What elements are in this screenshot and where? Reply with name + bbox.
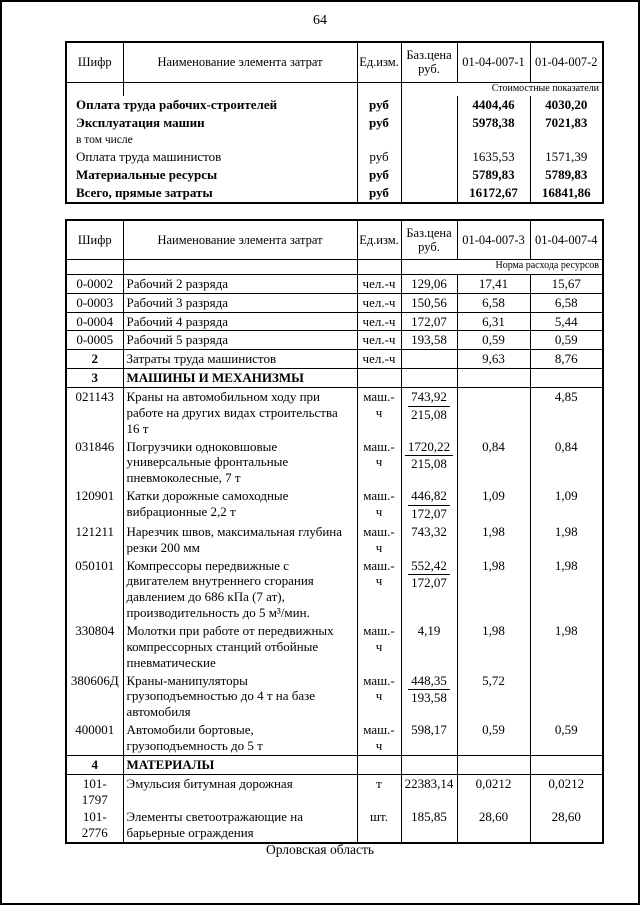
cost-row [66,114,603,132]
value-007-4-cell: 15,67 [530,274,603,293]
col-header-base-price: Баз.цена руб. [401,220,457,260]
value-007-2-cell: 1571,39 [530,148,603,166]
unit-cell [357,132,401,148]
unit-cell: руб [357,148,401,166]
unit-cell: маш.-ч [357,523,401,557]
value-007-4-cell: 5,44 [530,312,603,331]
resource-name: Погрузчики одноковшовые универсальные фронтальные пневмоколесные, 7 т [123,438,357,488]
resource-name: Нарезчик швов, максимальная глубина резки 200 мм [123,523,357,557]
value-007-2-cell: 7021,83 [530,114,603,132]
col-header-norm-007-4: 01-04-007-4 [530,220,603,260]
code-cell: 050101 [66,557,123,622]
resource-row [66,487,603,523]
value-007-3-cell: 0,84 [457,438,530,488]
code-cell: 101-2776 [66,808,123,843]
value-007-1-cell: 16172,67 [457,184,530,203]
resource-row [66,557,603,622]
code-cell: 2 [66,350,123,369]
cost-item-name: Всего, прямые затраты [66,184,357,203]
code-cell: 330804 [66,622,123,672]
base-price-cell [401,132,457,148]
base-price-cell: 4,19 [401,622,457,672]
page-number: 64 [313,13,327,28]
value-007-4-cell: 1,98 [530,523,603,557]
unit-cell: маш.-ч [357,672,401,722]
price-numerator: 552,42 [408,558,450,576]
value-007-3-cell: 1,98 [457,622,530,672]
code-cell: 101-1797 [66,774,123,808]
unit-cell: маш.-ч [357,721,401,755]
unit-cell: маш.-ч [357,438,401,488]
table1-body [66,96,603,202]
base-price-cell [401,350,457,369]
value-007-1-cell [457,132,530,148]
value-007-2-cell: 5789,83 [530,166,603,184]
base-price-cell [401,184,457,203]
resource-name: Молотки при работе от передвижных компрессорных станций отбойные пневматические [123,622,357,672]
base-price-cell: 598,17 [401,721,457,755]
unit-cell: руб [357,114,401,132]
value-007-4-cell: 1,98 [530,557,603,622]
price-denominator: 172,07 [411,575,447,591]
col-header-code: Шифр [66,42,123,82]
price-denominator: 215,08 [411,456,447,472]
price-denominator: 193,58 [411,690,447,706]
resource-row [66,387,603,437]
col-header-unit: Ед.изм. [357,42,401,82]
code-cell: 3 [66,369,123,388]
value-007-3-cell: 0,59 [457,721,530,755]
value-007-1-cell: 4404,46 [457,96,530,114]
table1-header-row [66,42,603,82]
value-007-3-cell [457,387,530,437]
col-header-norm-007-1: 01-04-007-1 [457,42,530,82]
empty-cell [66,260,123,275]
value-007-4-cell: 1,98 [530,622,603,672]
cost-row [66,166,603,184]
base-price-cell: 185,85 [401,808,457,843]
base-price-cell [401,557,457,622]
empty-cell [357,82,401,96]
table1-head [66,42,603,96]
base-price-cell: 129,06 [401,274,457,293]
price-numerator: 1720,22 [405,439,453,457]
value-007-3-cell: 0,0212 [457,774,530,808]
table1-note-row [66,82,603,96]
base-price-cell [401,755,457,774]
code-cell: 120901 [66,487,123,523]
resource-name: Автомобили бортовые, грузоподъемность до 5 т [123,721,357,755]
code-cell: 400001 [66,721,123,755]
value-007-4-cell: 8,76 [530,350,603,369]
unit-cell: маш.-ч [357,487,401,523]
resource-row [66,331,603,350]
code-cell: 0-0004 [66,312,123,331]
base-price-cell [401,114,457,132]
value-007-3-cell: 1,98 [457,557,530,622]
resource-norms-table [65,219,604,845]
value-007-4-cell [530,755,603,774]
value-007-3-cell: 9,63 [457,350,530,369]
value-007-4-cell [530,369,603,388]
resource-name: Эмульсия битумная дорожная [123,774,357,808]
base-price-cell [401,672,457,722]
code-cell: 4 [66,755,123,774]
code-cell: 0-0002 [66,274,123,293]
region-footer: Орловская область [265,842,375,857]
resource-name: Рабочий 2 разряда [123,274,357,293]
resource-name: Затраты труда машинистов [123,350,357,369]
unit-cell: руб [357,184,401,203]
resource-row [66,438,603,488]
cost-item-name: Оплата труда машинистов [66,148,357,166]
base-price-cell: 150,56 [401,293,457,312]
cost-row [66,184,603,203]
value-007-3-cell: 28,60 [457,808,530,843]
value-007-1-cell: 5789,83 [457,166,530,184]
resource-row [66,312,603,331]
table2-head [66,220,603,275]
table2-body [66,274,603,843]
unit-cell: чел.-ч [357,350,401,369]
code-cell: 031846 [66,438,123,488]
resource-name: Компрессоры передвижные с двигателем внутреннего сгорания давлением до 686 кПа (7 ат), производительность до 5 м³/мин. [123,557,357,622]
empty-cell [357,260,401,275]
unit-cell: шт. [357,808,401,843]
price-denominator: 215,08 [411,406,447,422]
base-price-cell: 743,32 [401,523,457,557]
code-cell: 0-0003 [66,293,123,312]
resource-name: Катки дорожные самоходные вибрационные 2,2 т [123,487,357,523]
cost-indicators-table [65,41,604,204]
base-price-cell [401,438,457,488]
col-header-norm-007-3: 01-04-007-3 [457,220,530,260]
base-price-cell [401,148,457,166]
resource-row [66,755,603,774]
cost-item-name: Материальные ресурсы [66,166,357,184]
cost-row [66,132,603,148]
resource-row [66,274,603,293]
cost-item-name: Оплата труда рабочих-строителей [66,96,357,114]
value-007-3-cell: 1,09 [457,487,530,523]
cost-row [66,148,603,166]
unit-cell [357,369,401,388]
col-header-norm-007-2: 01-04-007-2 [530,42,603,82]
resource-name: Элементы светоотражающие на барьерные ограждения [123,808,357,843]
empty-cell [123,260,357,275]
unit-cell: маш.-ч [357,387,401,437]
resource-row [66,774,603,808]
base-price-cell: 22383,14 [401,774,457,808]
resource-name: Рабочий 3 разряда [123,293,357,312]
value-007-3-cell: 0,59 [457,331,530,350]
unit-cell: маш.-ч [357,622,401,672]
cost-row [66,96,603,114]
unit-cell: чел.-ч [357,331,401,350]
price-numerator: 448,35 [408,673,450,691]
unit-cell [357,755,401,774]
empty-cell [123,82,357,96]
resource-name: Краны на автомобильном ходу при работе на других видах строительства 16 т [123,387,357,437]
value-007-3-cell: 1,98 [457,523,530,557]
value-007-2-cell [530,132,603,148]
resource-name: Краны-манипуляторы грузоподъемностью до 4 т на базе автомобиля [123,672,357,722]
resource-row [66,523,603,557]
base-price-cell [401,387,457,437]
code-cell: 121211 [66,523,123,557]
base-price-cell: 172,07 [401,312,457,331]
code-cell: 380606Д [66,672,123,722]
col-header-name: Наименование элемента затрат [123,42,357,82]
value-007-4-cell: 0,59 [530,331,603,350]
unit-cell: чел.-ч [357,274,401,293]
table2-section-note: Норма расхода ресурсов [401,260,603,275]
cost-item-name: Эксплуатация машин [66,114,357,132]
value-007-1-cell: 5978,38 [457,114,530,132]
col-header-base-price: Баз.цена руб. [401,42,457,82]
resource-name: Рабочий 5 разряда [123,331,357,350]
resource-name: МАШИНЫ И МЕХАНИЗМЫ [123,369,357,388]
value-007-3-cell: 6,58 [457,293,530,312]
base-price-cell [401,369,457,388]
base-price-cell [401,166,457,184]
value-007-4-cell: 28,60 [530,808,603,843]
unit-cell: руб [357,96,401,114]
col-header-code: Шифр [66,220,123,260]
value-007-3-cell [457,369,530,388]
resource-name: Рабочий 4 разряда [123,312,357,331]
price-denominator: 172,07 [411,505,447,521]
value-007-4-cell: 0,0212 [530,774,603,808]
value-007-4-cell: 1,09 [530,487,603,523]
code-cell: 021143 [66,387,123,437]
empty-cell [66,82,123,96]
resource-row [66,808,603,843]
base-price-cell [401,487,457,523]
price-numerator: 446,82 [408,488,450,506]
unit-cell: руб [357,166,401,184]
price-numerator: 743,92 [408,389,450,407]
value-007-3-cell: 17,41 [457,274,530,293]
table2-header-row [66,220,603,260]
cost-item-name: в том числе [66,132,357,148]
resource-row [66,622,603,672]
resource-row [66,672,603,722]
resource-row [66,369,603,388]
value-007-1-cell: 1635,53 [457,148,530,166]
resource-name: МАТЕРИАЛЫ [123,755,357,774]
resource-row [66,721,603,755]
table1-section-note: Стоимостные показатели [401,82,603,96]
value-007-4-cell: 0,59 [530,721,603,755]
value-007-2-cell: 16841,86 [530,184,603,203]
value-007-4-cell: 6,58 [530,293,603,312]
unit-cell: чел.-ч [357,293,401,312]
unit-cell: т [357,774,401,808]
value-007-3-cell: 5,72 [457,672,530,722]
base-price-cell: 193,58 [401,331,457,350]
col-header-unit: Ед.изм. [357,220,401,260]
resource-row [66,293,603,312]
resource-row [66,350,603,369]
value-007-4-cell [530,672,603,722]
value-007-2-cell: 4030,20 [530,96,603,114]
table2-note-row [66,260,603,275]
value-007-4-cell: 0,84 [530,438,603,488]
base-price-cell [401,96,457,114]
value-007-3-cell: 6,31 [457,312,530,331]
value-007-4-cell: 4,85 [530,387,603,437]
unit-cell: маш.-ч [357,557,401,622]
code-cell: 0-0005 [66,331,123,350]
col-header-name: Наименование элемента затрат [123,220,357,260]
unit-cell: чел.-ч [357,312,401,331]
value-007-3-cell [457,755,530,774]
